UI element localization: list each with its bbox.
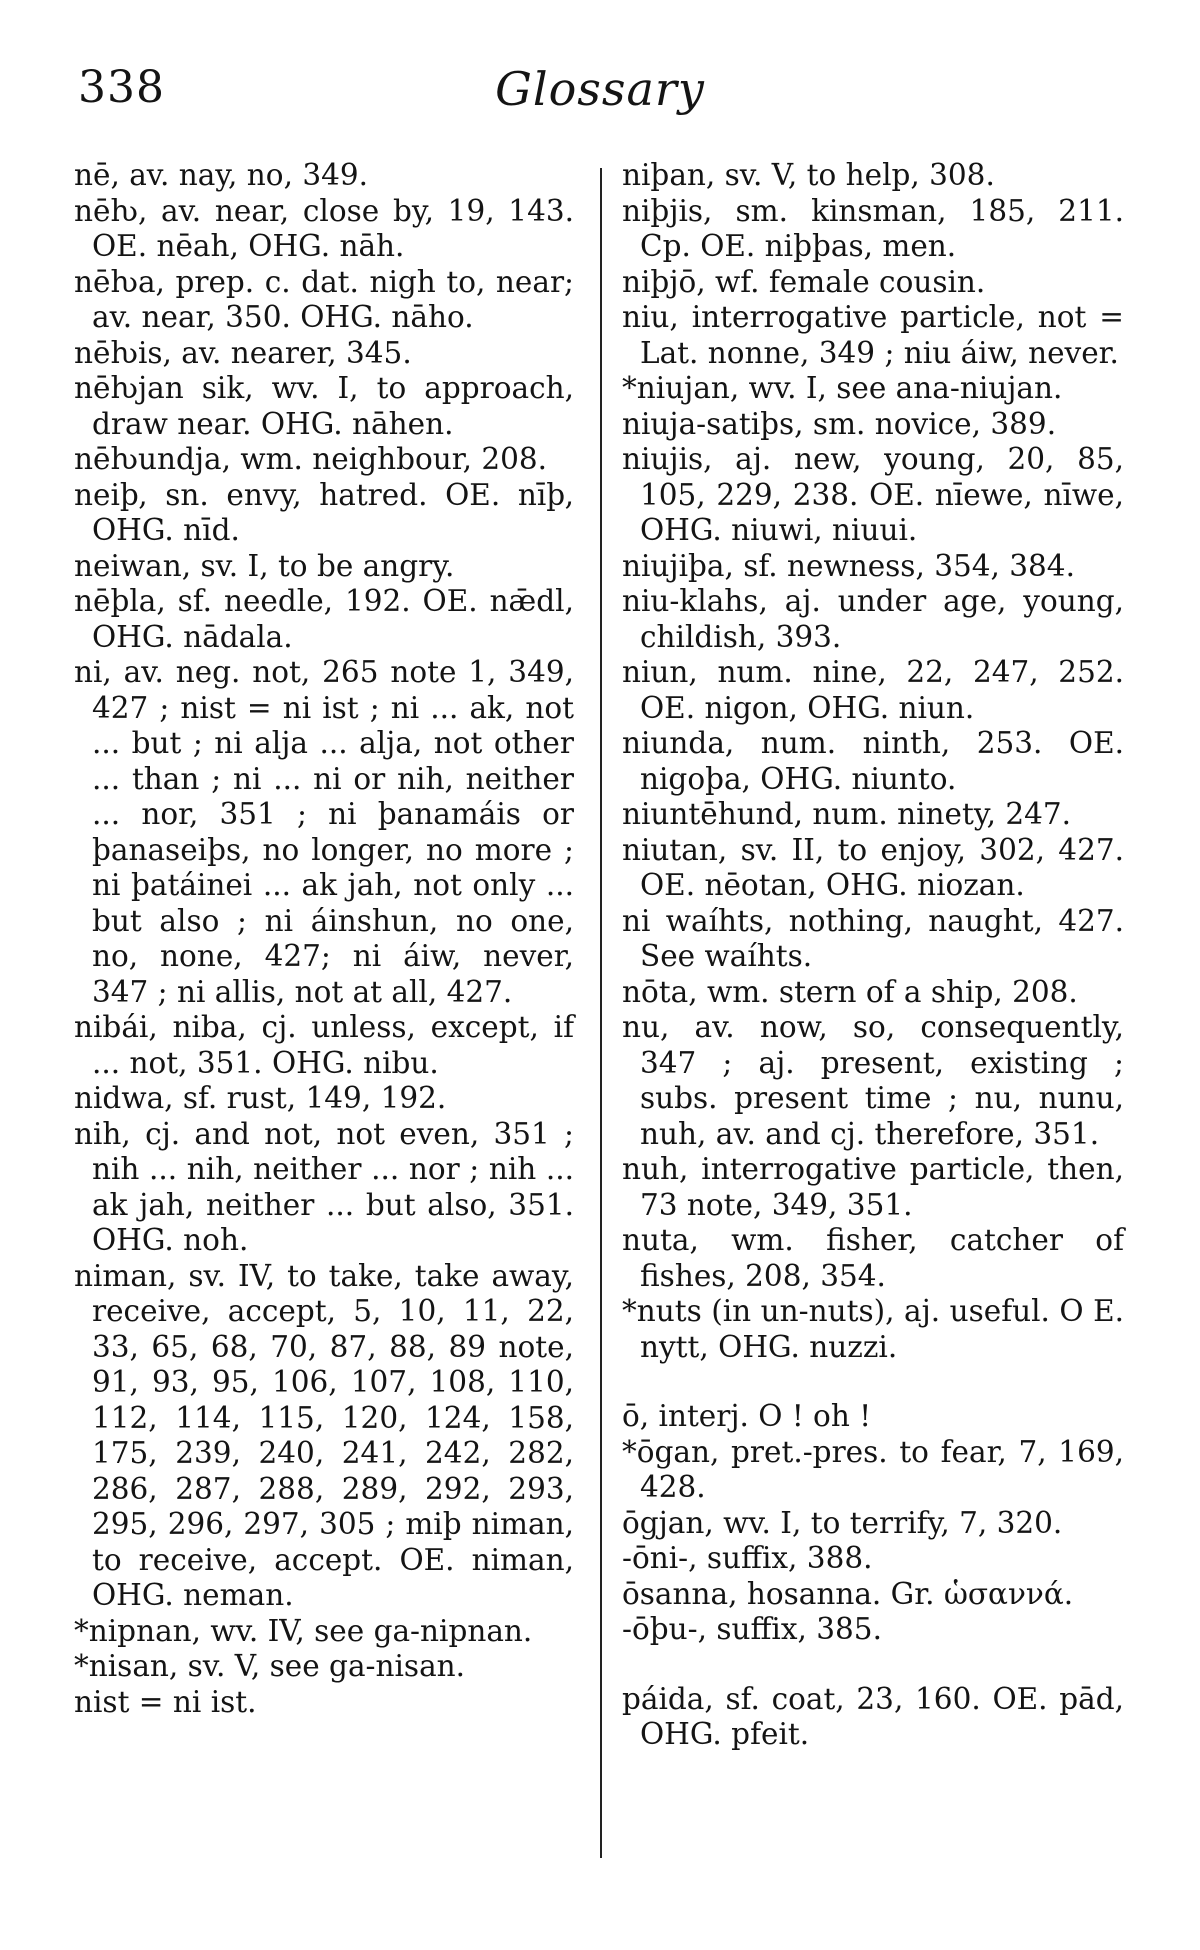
glossary-entry: nu, av. now, so, consequently, 347 ; aj. present, existing ; subs. present time ; nu, nunu, nuh, av. and cj. therefore, 351.: [622, 1010, 1124, 1151]
glossary-entry: niun, num. nine, 22, 247, 252. OE. nigon, OHG. niun.: [622, 655, 1124, 725]
glossary-entry: *nuts (in un-nuts), aj. useful. O E. nytt, OHG. nuzzi.: [622, 1294, 1124, 1364]
glossary-entry: ni, av. neg. not, 265 note 1, 349, 427 ; nist = ni ist ; ni ... ak, not ... but ; ni alja ... alja, not other ... than ; ni ... ni or nih, neither ... nor, 351 ; ni þanamáis or þanaseiþs, no longer, no more ; ni þatáinei ... ak jah, not only ... but also ; ni áinshun, no one, no, none, 427; ni áiw, never, 347 ; ni allis, not at all, 427.: [74, 655, 574, 1009]
column-divider: [600, 168, 602, 1858]
glossary-entry: nist = ni ist.: [74, 1684, 257, 1719]
glossary-entry: niþjis, sm. kinsman, 185, 211. Cp. OE. niþþas, men.: [622, 193, 1124, 263]
glossary-entry: niunda, num. ninth, 253. OE. nigoþa, OHG. niunto.: [622, 726, 1124, 796]
glossary-entry: *nipnan, wv. IV, see ga-nipnan.: [74, 1613, 533, 1648]
glossary-entry: *ōgan, pret.-pres. to fear, 7, 169, 428.: [622, 1434, 1124, 1504]
glossary-entry: niujiþa, sf. newness, 354, 384.: [622, 548, 1075, 583]
glossary-entry: nōta, wm. stern of a ship, 208.: [622, 974, 1078, 1009]
glossary-entry: niu, interrogative particle, not = Lat. nonne, 349 ; niu áiw, never.: [622, 300, 1124, 370]
glossary-entry: ni waíhts, nothing, naught, 427. See waíhts.: [622, 903, 1124, 973]
glossary-entry: ō, interj. O ! oh !: [622, 1399, 872, 1433]
glossary-entry: *nisan, sv. V, see ga-nisan.: [74, 1649, 466, 1683]
glossary-entry: nēþla, sf. needle, 192. OE. nǣdl, OHG. nādala.: [74, 584, 574, 654]
glossary-entry: nibái, niba, cj. unless, except, if ... not, 351. OHG. nibu.: [74, 1010, 574, 1080]
glossary-entry: nēƕjan sik, wv. I, to approach, draw near. OHG. nāhen.: [74, 371, 574, 441]
glossary-entry: nidwa, sf. rust, 149, 192.: [74, 1081, 447, 1115]
glossary-entry: niu-klahs, aj. under age, young, childish, 393.: [622, 584, 1124, 654]
glossary-entry: nēƕ, av. near, close by, 19, 143. OE. nēah, OHG. nāh.: [74, 193, 574, 263]
glossary-entry: neiþ, sn. envy, hatred. OE. nīþ, OHG. nīd.: [74, 477, 574, 547]
glossary-entry: nēƕis, av. nearer, 345.: [74, 335, 412, 370]
page-number: 338: [78, 62, 165, 113]
glossary-entry: neiwan, sv. I, to be angry.: [74, 548, 455, 583]
glossary-entry: niutan, sv. II, to enjoy, 302, 427. OE. nēotan, OHG. niozan.: [622, 832, 1124, 902]
glossary-entry: -ōni-, suffix, 388.: [622, 1541, 873, 1575]
glossary-entry: ōsanna, hosanna. Gr. ὡσαννά.: [622, 1576, 1074, 1611]
glossary-entry: niujis, aj. new, young, 20, 85, 105, 229, 238. OE. nīewe, nīwe, OHG. niuwi, niuui.: [622, 442, 1124, 547]
running-title: Glossary: [495, 62, 705, 116]
glossary-entry: nēƕa, prep. c. dat. nigh to, near; av. near, 350. OHG. nāho.: [74, 264, 574, 334]
glossary-entry: ōgjan, wv. I, to terrify, 7, 320.: [622, 1505, 1063, 1540]
glossary-entry: nih, cj. and not, not even, 351 ; nih ... nih, neither ... nor ; nih ... ak jah, neither ... but also, 351. OHG. noh.: [74, 1116, 574, 1257]
right-column: [622, 158, 1124, 1753]
glossary-entry: niman, sv. IV, to take, take away, receive, accept, 5, 10, 11, 22, 33, 65, 68, 70, 87, 88, 89 note, 91, 93, 95, 106, 107, 108, 110, 112, 114, 115, 120, 124, 158, 175, 239, 240, 241, 242, 282, 286, 287, 288, 289, 292, 293, 295, 296, 297, 305 ; miþ niman, to receive, accept. OE. niman, OHG. neman.: [74, 1258, 574, 1612]
glossary-entry: nuta, wm. fisher, catcher of fishes, 208, 354.: [622, 1223, 1124, 1293]
glossary-entry: niþjō, wf. female cousin.: [622, 264, 986, 299]
glossary-entry: nē, av. nay, no, 349.: [74, 158, 369, 192]
left-column: [74, 158, 574, 1720]
glossary-entry: -ōþu-, suffix, 385.: [622, 1612, 882, 1646]
glossary-entry: niþan, sv. V, to help, 308.: [622, 158, 995, 192]
glossary-entry: niuntēhund, num. ninety, 247.: [622, 797, 1072, 831]
glossary-entry: nuh, interrogative particle, then, 73 note, 349, 351.: [622, 1152, 1124, 1222]
glossary-entry: niuja-satiþs, sm. novice, 389.: [622, 406, 1057, 441]
glossary-entry: nēƕundja, wm. neighbour, 208.: [74, 442, 548, 476]
glossary-entry: *niujan, wv. I, see ana-niujan.: [622, 371, 1063, 405]
glossary-entry: páida, sf. coat, 23, 160. OE. pād, OHG. pfeit.: [622, 1681, 1124, 1751]
